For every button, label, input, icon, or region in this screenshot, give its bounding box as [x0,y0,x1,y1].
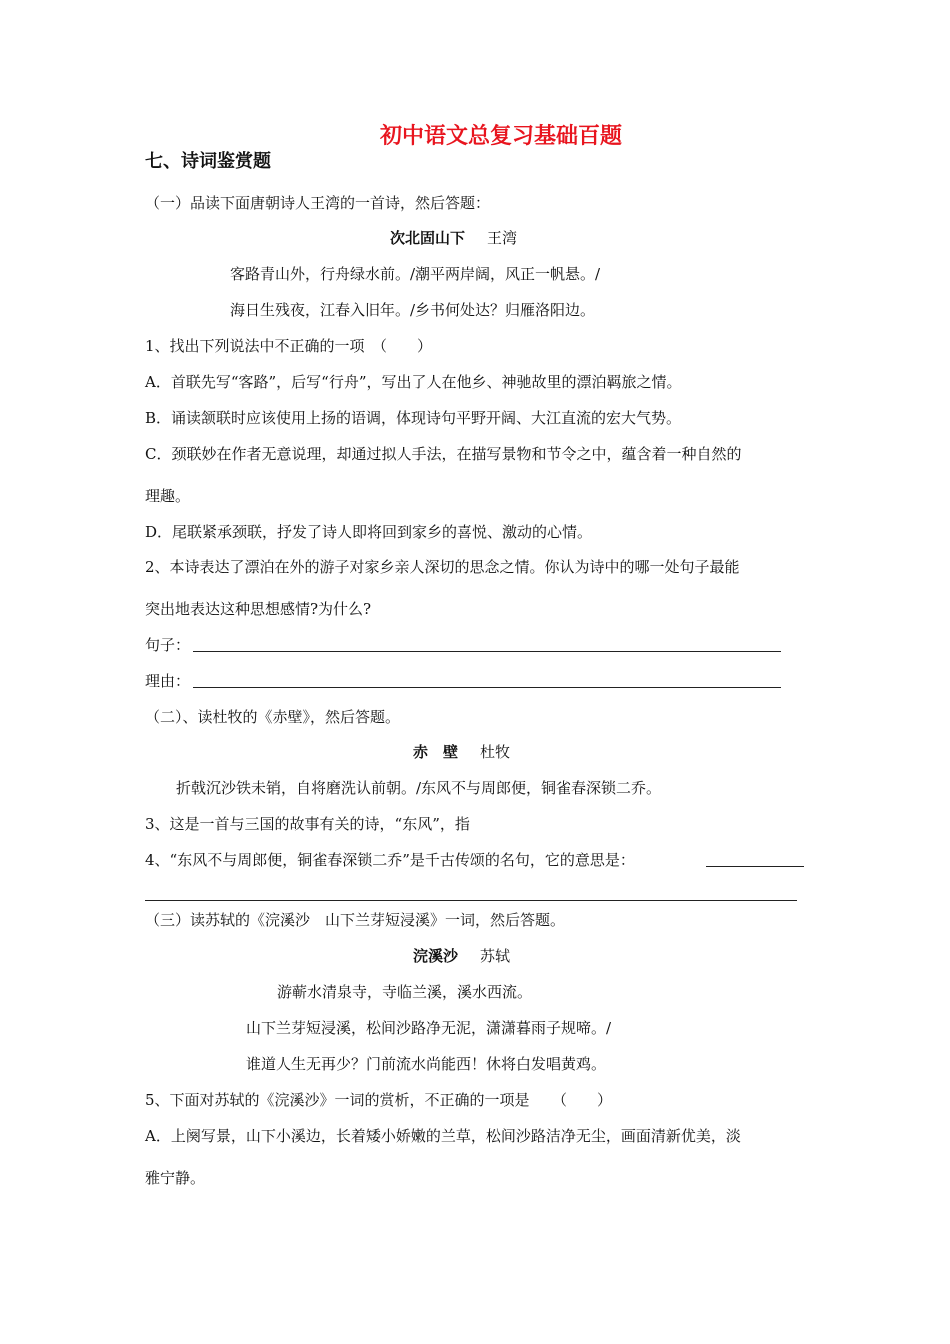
option-c-continued: 理趣。 [145,487,191,505]
part2-poem-heading [413,742,510,762]
poem-line: 山下兰芽短浸溪，松间沙路净无泥，潇潇暮雨子规啼。/ [246,1019,612,1037]
question-4: 4、“东风不与周郎便，铜雀春深锁二乔”是千古传颂的名句，它的意思是： [145,851,635,869]
question-2-continued: 突出地表达这种思想感情?为什么? [145,600,372,618]
reason-label: 理由： [145,672,191,690]
poem-preface: 游蕲水清泉寺，寺临兰溪，溪水西流。 [277,983,533,1001]
part1-intro: （一）品读下面唐朝诗人王湾的一首诗，然后答题： [145,194,491,212]
q5-option-a-continued: 雅宁静。 [145,1169,206,1187]
option-d: D．尾联紧承颈联，抒发了诗人即将回到家乡的喜悦、激动的心情。 [145,523,593,541]
part3-poem-heading [413,946,510,966]
reason-answer-line[interactable] [193,687,781,688]
section-heading: 七、诗词鉴赏题 [145,151,271,172]
poem-line: 海日生残夜，江春入旧年。/乡书何处达？归雁洛阳边。 [230,301,596,319]
question-3: 3、这是一首与三国的故事有关的诗，“东风”，指 [145,815,470,833]
poem-line: 谁道人生无再少？门前流水尚能西！休将白发唱黄鸡。 [246,1055,607,1073]
part2-intro: （二）、读杜牧的《赤壁》，然后答题。 [145,708,401,726]
q5-option-a: A．上阕写景，山下小溪边，长着矮小娇嫩的兰草，松间沙路洁净无尘，画面清新优美，淡 [145,1127,741,1145]
poem-title: 浣溪沙 [413,947,459,965]
question-5: 5、下面对苏轼的《浣溪沙》一词的赏析，不正确的一项是 （ ） [145,1091,613,1109]
poem-author: 王湾 [487,229,518,247]
option-c: C．颈联妙在作者无意说理，却通过拟人手法，在描写景物和节令之中，蕴含着一种自然的 [145,445,742,463]
sentence-label: 句子： [145,636,191,654]
part1-poem-heading [390,228,517,248]
poem-line: 折戟沉沙铁未销，自将磨洗认前朝。/东风不与周郎便，铜雀春深锁二乔。 [176,779,662,797]
option-b: B．诵读颔联时应该使用上扬的语调，体现诗句平野开阔、大江直流的宏大气势。 [145,409,682,427]
part3-intro: （三）读苏轼的《浣溪沙 山下兰芽短浸溪》一词，然后答题。 [145,911,566,929]
poem-author: 苏轼 [480,947,511,965]
option-a: A．首联先写“客路”，后写“行舟”，写出了人在他乡、神驰故里的漂泊羁旅之情。 [145,373,682,391]
poem-title: 赤 壁 [413,743,459,761]
poem-title: 次北固山下 [390,229,466,247]
q4-answer-line-2[interactable] [145,900,797,901]
sentence-answer-line[interactable] [193,651,781,652]
question-2: 2、本诗表达了漂泊在外的游子对家乡亲人深切的思念之情。你认为诗中的哪一处句子最能 [145,558,740,576]
q4-answer-line[interactable] [706,866,804,867]
page-title: 初中语文总复习基础百题 [380,124,623,149]
poem-line: 客路青山外，行舟绿水前。/潮平两岸阔，风正一帆悬。/ [230,265,601,283]
question-1: 1、找出下列说法中不正确的一项 （ ） [145,337,433,355]
poem-author: 杜牧 [480,743,511,761]
